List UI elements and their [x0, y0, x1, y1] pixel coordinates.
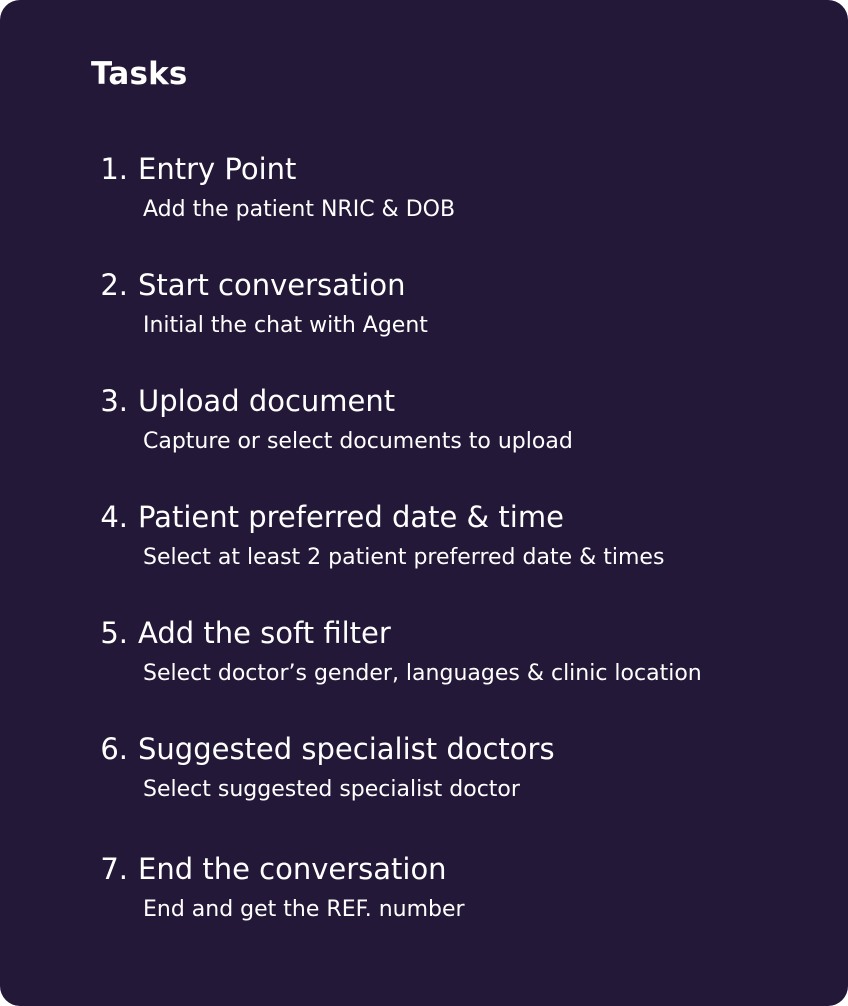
task-item-start-conversation	[0, 266, 848, 366]
task-title: End the conversation	[138, 852, 447, 886]
task-description: Select at least 2 patient preferred date & times	[143, 545, 665, 570]
task-number: 6.	[100, 732, 128, 766]
task-number: 2.	[100, 268, 128, 302]
task-number: 4.	[100, 500, 128, 534]
task-item-preferred-date-time	[0, 498, 848, 598]
task-description: Select doctor’s gender, languages & clinic location	[143, 661, 702, 686]
task-title: Upload document	[138, 384, 396, 418]
task-item-upload-document	[0, 382, 848, 482]
task-description: Initial the chat with Agent	[143, 313, 428, 338]
task-title: Entry Point	[138, 152, 297, 186]
task-description: Add the patient NRIC & DOB	[143, 197, 456, 222]
task-title: Suggested specialist doctors	[138, 732, 555, 766]
task-number: 5.	[100, 616, 128, 650]
task-item-specialist-doctors	[0, 730, 848, 830]
task-title: Add the soft filter	[138, 616, 391, 650]
panel-title: Tasks	[91, 56, 188, 92]
task-number: 1.	[100, 152, 128, 186]
task-item-entry-point	[0, 150, 848, 250]
task-title: Patient preferred date & time	[138, 500, 564, 534]
task-description: End and get the REF. number	[143, 897, 465, 922]
task-title: Start conversation	[138, 268, 406, 302]
task-description: Capture or select documents to upload	[143, 429, 573, 454]
task-item-soft-filter	[0, 614, 848, 714]
task-number: 3.	[100, 384, 128, 418]
task-item-end-conversation	[0, 850, 848, 950]
task-description: Select suggested specialist doctor	[143, 777, 520, 802]
task-number: 7.	[100, 852, 128, 886]
